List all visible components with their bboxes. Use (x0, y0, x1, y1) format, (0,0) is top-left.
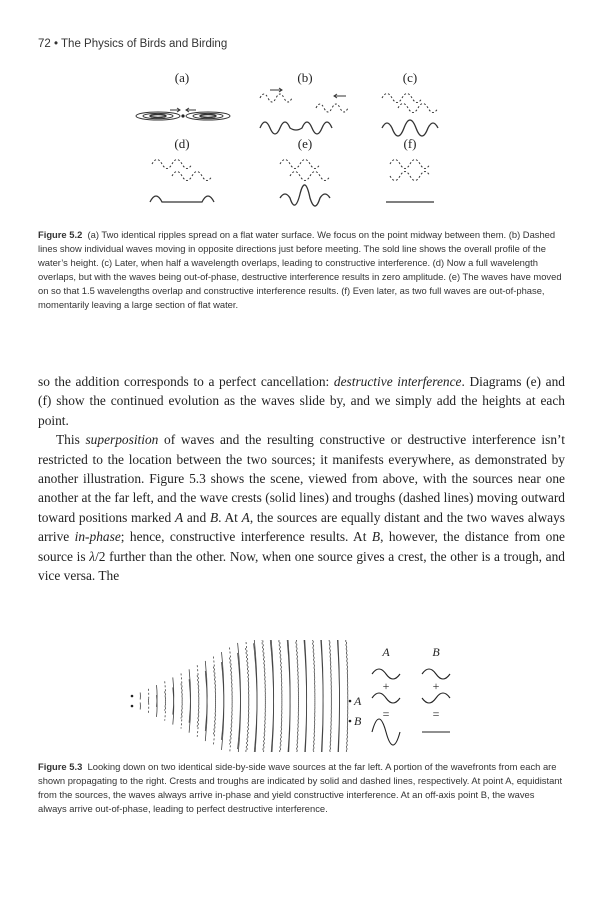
figure-5-3-caption (38, 760, 565, 816)
header-separator: • (54, 38, 59, 50)
panel-label-c: (c) (402, 70, 418, 85)
p1-emphasis: destructive interference (333, 374, 462, 389)
paragraph-1 (38, 372, 565, 430)
point-a-label: A (354, 694, 362, 708)
body-text (38, 372, 565, 585)
point-a-marker (349, 700, 352, 703)
p2-point-a-1: A (174, 509, 184, 525)
figure-5-3 (118, 640, 478, 752)
p2-point-a-2: A (241, 509, 250, 525)
paragraph-2 (38, 430, 565, 585)
wavefront-arc (262, 640, 266, 752)
figure-5-2 (120, 68, 450, 218)
wavefronts (140, 640, 348, 752)
panel-label-a: (a) (174, 70, 190, 85)
running-title: The Physics of Birds and Birding (61, 38, 228, 50)
panel-label-f: (f) (403, 136, 417, 151)
wavefront-arc (278, 640, 282, 752)
p2-text-c: and (183, 509, 210, 525)
wavefront-arc (246, 648, 249, 752)
source-2 (131, 705, 134, 708)
panel-e-waves (280, 160, 330, 207)
panel-b-waves (260, 88, 348, 134)
running-header (38, 38, 227, 50)
figure-5-2-label: Figure 5.2 (38, 229, 83, 240)
panel-label-b: (b) (297, 70, 313, 85)
figure-5-3-label: Figure 5.3 (38, 761, 83, 772)
wavefront-arc (246, 640, 249, 752)
p2-text-f: ; hence, constructive interference results. At (120, 529, 372, 545)
wavefront-arc (278, 640, 282, 752)
panel-label-e: (e) (297, 136, 313, 151)
column-a-label: A (382, 645, 390, 659)
wavefront-arc (270, 640, 274, 752)
p2-text-d: . At (218, 509, 242, 525)
p1-text-b: . Diagrams (e) and (f) show the continued evolution as the waves slide by, and we simply add the heights at each point. (38, 374, 565, 428)
p2-emphasis-in-phase: in-phase (74, 529, 121, 545)
p2-point-b-2: B (371, 529, 381, 545)
p2-text-e: , the sources are equally distant and the two waves always arrive (38, 509, 566, 545)
p1-text-a: so the addition corresponds to a perfect cancellation: (38, 374, 334, 389)
point-b-label: B (354, 714, 362, 728)
equals-a: = (382, 707, 390, 721)
point-b-marker (349, 720, 352, 723)
panel-c-waves (382, 94, 438, 137)
p2-lambda: λ (89, 548, 96, 564)
figure-5-2-caption (38, 228, 565, 313)
p2-emphasis-superposition: superposition (85, 432, 159, 448)
wavefront-arc (317, 640, 323, 752)
panel-f-waves (386, 160, 434, 203)
figure-5-2-caption-text: (a) Two identical ripples spread on a flat water surface. We focus on the point midway between them. (b) Dashed lines show individual waves moving in opposite directions just before meeting. The sold line shows the overall profile of the water’s height. (c) Later, when half a wavelength overlaps, leading to constructive interference. (d) Now a full wavelength overlaps, but with the waves being out-of-phase, destructive interference results in zero amplitude. (e) The waves have moved on so that 1.5 wavelengths overlap and constructive interference results. (f) Even later, as two full waves are out-of-phase, momentarily leaving a large section of flat water. (38, 229, 562, 311)
p2-text-h: /2 further than the other. Now, when one source gives a crest, the other is a trough, and vice versa. The (38, 548, 565, 584)
page-number: 72 (38, 38, 51, 50)
source-1 (131, 695, 134, 698)
panel-d-waves (150, 160, 214, 203)
p2-text-a: This (56, 432, 86, 448)
plus-a: + (382, 679, 390, 693)
p2-text-b: of waves and the resulting constructive or destructive interference isn’t restricted to the location between the two sources; it manifests everywhere, as demonstrated by another illustration. Figure 5.3 shows the scene, viewed from above, with the sources near one another at the far left, and the wave crests (solid lines) and troughs (dashed lines) moving outward toward positions marked (38, 432, 565, 525)
plus-b: + (432, 679, 440, 693)
p2-point-b-1: B (209, 509, 219, 525)
figure-5-3-caption-text: Looking down on two identical side-by-side wave sources at the far left. A portion of the wavefronts from each are shown propagating to the right. Crests and troughs are indicated by solid and dashed lines, respectively. At point A, equidistant from the sources, the waves always arrive in-phase and yield constructive interference. At an off-axis point B, the waves always arrive out-of-phase, leading to perfect destructive interference. (38, 761, 563, 815)
p2-text-g: , however, the distance from one source is (38, 529, 565, 564)
panel-a-ripples (136, 108, 230, 120)
equals-b: = (432, 707, 440, 721)
column-b-label: B (432, 645, 440, 659)
panel-label-d: (d) (174, 136, 190, 151)
